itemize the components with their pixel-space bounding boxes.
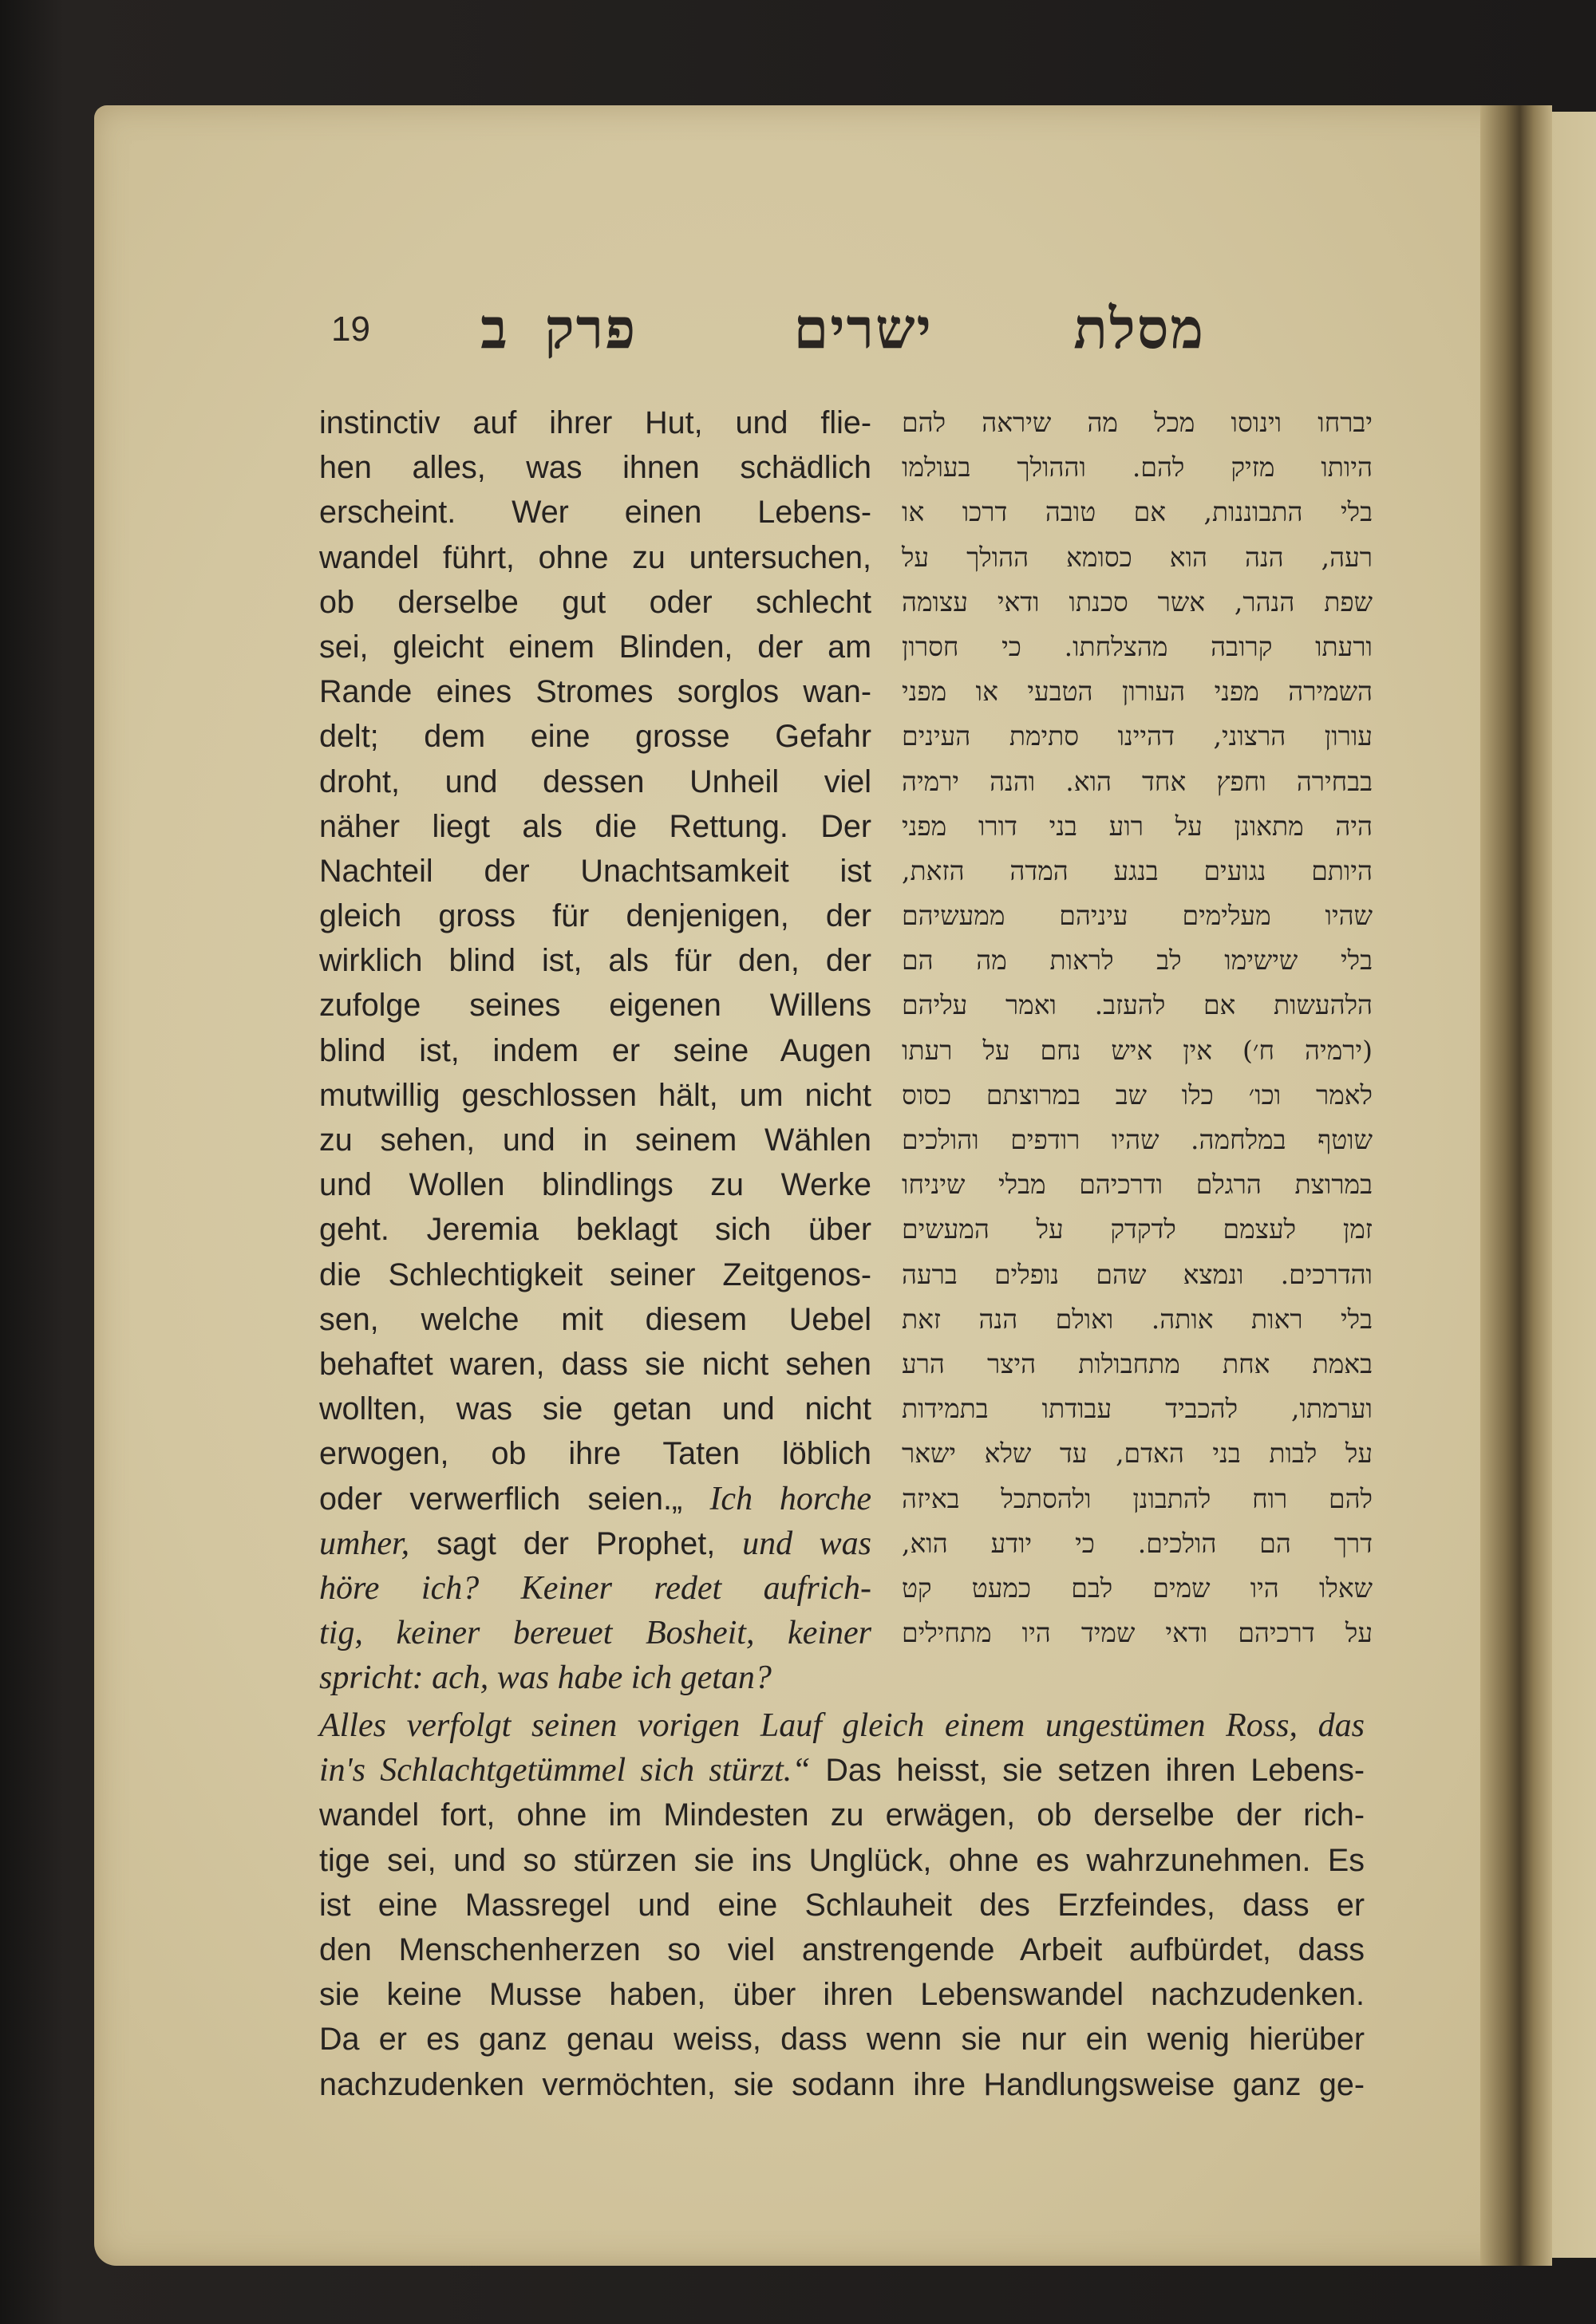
paragraph-line xyxy=(319,1793,1365,1837)
text-run: wirklich blind ist, als für den, der xyxy=(319,943,871,979)
hebrew-line: רעה, הנה הוא כסומא ההולך על xyxy=(902,541,1373,573)
page-header xyxy=(319,295,1205,375)
text-run: blind ist, indem er seine Augen xyxy=(319,1032,871,1068)
text-run: Da er es ganz genau weiss, dass wenn sie nur ein wenig hierüber xyxy=(319,2022,1365,2058)
text-run: oder verwerflich seien.„ xyxy=(319,1481,683,1517)
german-line xyxy=(319,849,871,894)
next-page-edge xyxy=(1552,112,1596,2258)
german-line xyxy=(319,490,871,535)
text-run: wandel führt, ohne zu untersuchen, xyxy=(319,539,871,575)
german-line xyxy=(319,714,871,759)
title-word: ישרים xyxy=(793,295,933,361)
german-line xyxy=(319,625,871,669)
text-run: wollten, was sie getan und nicht xyxy=(319,1391,871,1427)
german-line xyxy=(319,938,871,983)
text-run: ob derselbe gut oder schlecht xyxy=(319,584,871,620)
hebrew-line: דרך הם הולכים. כי יודע הוא, xyxy=(902,1527,1373,1559)
text-run: sen, welche mit diesem Uebel xyxy=(319,1301,871,1337)
text-run: behaftet waren, dass sie nicht sehen xyxy=(319,1346,871,1382)
hebrew-line: במרוצת הרגלם ודרכיהם מבלי שיניחו xyxy=(902,1169,1373,1201)
text-run: Rande eines Stromes sorglos wan- xyxy=(319,674,871,710)
hebrew-line: באמת אחת מתחבולות היצר הרע xyxy=(902,1347,1373,1379)
text-run: zufolge seines eigenen Willens xyxy=(319,988,871,1024)
german-line xyxy=(319,1342,871,1387)
hebrew-line: היה מתאונן על רוע בני דורו מפני xyxy=(902,810,1373,842)
german-line xyxy=(319,580,871,625)
text-run: Nachteil der Unachtsamkeit ist xyxy=(319,853,871,889)
text-run: tige sei, und so stürzen sie ins Unglück, ohne es wahrzunehmen. Es xyxy=(319,1842,1365,1878)
german-line xyxy=(319,1297,871,1342)
text-run: näher liegt als die Rettung. Der xyxy=(319,808,871,844)
text-run: wandel fort, ohne im Mindesten zu erwägen, ob derselbe der rich- xyxy=(319,1797,1365,1833)
german-line xyxy=(319,1073,871,1118)
text-run: Das heisst, sie setzen ihren Lebens- xyxy=(810,1753,1365,1789)
hebrew-line: בבחירה וחפץ אחד הוא. והנה ירמיה xyxy=(902,765,1373,797)
text-run: instinctiv auf ihrer Hut, und flie- xyxy=(319,405,871,440)
hebrew-line: בלי ראות אותה. ואולם הנה זאת xyxy=(902,1303,1373,1335)
page-number: 19 xyxy=(331,310,370,349)
german-line xyxy=(319,1566,871,1611)
german-translation-column xyxy=(319,400,871,1700)
hebrew-line: על לבות בני האדם, עד שלא ישאר xyxy=(902,1438,1373,1470)
german-line xyxy=(319,400,871,445)
text-run: und Wollen blindlings zu Werke xyxy=(319,1167,871,1203)
text-run: delt; dem eine grosse Gefahr xyxy=(319,719,871,755)
hebrew-line: השמירה מפני העורון הטבעי או מפני xyxy=(902,676,1373,708)
paragraph-line xyxy=(319,2062,1365,2107)
text-run: in's Schlachtgetümmel sich stürzt.“ xyxy=(319,1752,811,1789)
text-run: umher, xyxy=(319,1525,410,1562)
title-word: ב xyxy=(480,295,509,361)
text-run: nachzudenken vermöchten, sie sodann ihre Handlungsweise ganz ge- xyxy=(319,2066,1365,2102)
german-line xyxy=(319,1162,871,1207)
text-run: Ich horche xyxy=(709,1480,872,1517)
hebrew-line: שאלו היו שמים לבם כמעט קט xyxy=(902,1572,1373,1604)
text-run: hen alles, was ihnen schädlich xyxy=(319,450,871,486)
hebrew-line: הלהעשות אם להעזב. ואמר עליהם xyxy=(902,989,1373,1021)
text-run: spricht: ach, was habe ich getan? xyxy=(319,1659,772,1697)
text-run: die Schlechtigkeit seiner Zeitgenos- xyxy=(319,1257,871,1292)
hebrew-line: (ירמיה ח׳) אין איש נחם על רעתו xyxy=(902,1034,1373,1066)
german-line xyxy=(319,1118,871,1162)
german-line xyxy=(319,1477,871,1521)
hebrew-line: להם רוח להתבונן ולהסתכל באיזה xyxy=(902,1482,1373,1514)
title-word: פרק xyxy=(544,295,638,361)
paragraph-line xyxy=(319,2017,1365,2062)
text-run: droht, und dessen Unheil viel xyxy=(319,763,871,799)
hebrew-line: עורון הרצוני, דהיינו סתימת העינים xyxy=(902,720,1373,752)
german-line xyxy=(319,1028,871,1073)
hebrew-line: שהיו מעלימים עיניהם ממעשיהם xyxy=(902,900,1373,932)
hebrew-line: על דרכיהם ודאי שמיד היו מתחילים xyxy=(902,1617,1373,1649)
german-line xyxy=(319,1207,871,1252)
german-line xyxy=(319,760,871,804)
paragraph-line xyxy=(319,1838,1365,1883)
text-run: erscheint. Wer einen Lebens- xyxy=(319,495,871,531)
german-line xyxy=(319,1521,871,1566)
text-run: den Menschenherzen so viel anstrengende Arbeit aufbürdet, dass xyxy=(319,1931,1365,1967)
text-run: und was xyxy=(742,1525,871,1562)
paragraph-line xyxy=(319,1972,1365,2017)
german-line xyxy=(319,1253,871,1297)
text-run: geht. Jeremia beklagt sich über xyxy=(319,1212,871,1248)
text-run: erwogen, ob ihre Taten löblich xyxy=(319,1436,871,1472)
text-run: zu sehen, und in seinem Wählen xyxy=(319,1123,871,1158)
hebrew-line: בלי התבוננות, אם טובה דרכו או xyxy=(902,496,1373,528)
running-title xyxy=(480,295,1205,362)
german-line xyxy=(319,1655,871,1700)
paragraph-line xyxy=(319,1748,1365,1793)
hebrew-line: שפת הנהר, אשר סכנתו ודאי עצומה xyxy=(902,586,1373,617)
paragraph-line xyxy=(319,1703,1365,1748)
book-gutter xyxy=(1480,105,1552,2266)
hebrew-line: יברחו וינוסו מכל מה שיראה להם xyxy=(902,407,1373,438)
text-run: Alles verfolgt seinen vorigen Lauf gleich einem ungestümen Ross, das xyxy=(319,1707,1365,1744)
text-run: gleich gross für denjenigen, der xyxy=(319,898,871,934)
text-run: mutwillig geschlossen hält, um nicht xyxy=(319,1077,871,1113)
hebrew-line: זמן לעצמם לדקדק על המעשים xyxy=(902,1213,1373,1245)
text-run: ist eine Massregel und eine Schlauheit des Erzfeindes, dass er xyxy=(319,1887,1365,1923)
paragraph-line xyxy=(319,1927,1365,1972)
hebrew-line: והדרכים. ונמצא שהם נופלים ברעה xyxy=(902,1258,1373,1290)
german-line xyxy=(319,804,871,849)
text-run: höre ich? Keiner redet aufrich- xyxy=(319,1569,871,1607)
hebrew-line: שוטף במלחמה. שהיו רודפים והולכים xyxy=(902,1124,1373,1155)
german-line xyxy=(319,1387,871,1431)
hebrew-text-column xyxy=(902,400,1373,1655)
title-word: מסלת xyxy=(1073,295,1205,361)
german-line xyxy=(319,983,871,1028)
german-line xyxy=(319,894,871,938)
german-line xyxy=(319,1431,871,1476)
text-run: sei, gleicht einem Blinden, der am xyxy=(319,629,871,665)
paragraph-line xyxy=(319,1883,1365,1927)
german-line xyxy=(319,1611,871,1655)
german-line xyxy=(319,669,871,714)
text-run: sie keine Musse haben, über ihren Lebenswandel nachzudenken. xyxy=(319,1977,1365,2013)
hebrew-line: לאמר וכו׳ כלו שב במרוצתם כסוס xyxy=(902,1079,1373,1111)
hebrew-line: היותו מזיק להם. וההולך בעולמו xyxy=(902,452,1373,483)
hebrew-line: היותם נגועים בנגע המדה הזאת, xyxy=(902,854,1373,886)
full-width-paragraph xyxy=(319,1703,1365,2107)
german-line xyxy=(319,445,871,490)
hebrew-line: בלי שישימו לב לראות מה הם xyxy=(902,945,1373,977)
text-run: tig, keiner bereuet Bosheit, keiner xyxy=(319,1615,871,1652)
hebrew-line: ורעתו קרובה מהצלחתו. כי חסרון xyxy=(902,630,1373,662)
hebrew-line: וערמתו, להכביד עבודתו בתמידות xyxy=(902,1393,1373,1425)
german-line xyxy=(319,535,871,580)
text-run: sagt der Prophet, xyxy=(409,1525,743,1561)
